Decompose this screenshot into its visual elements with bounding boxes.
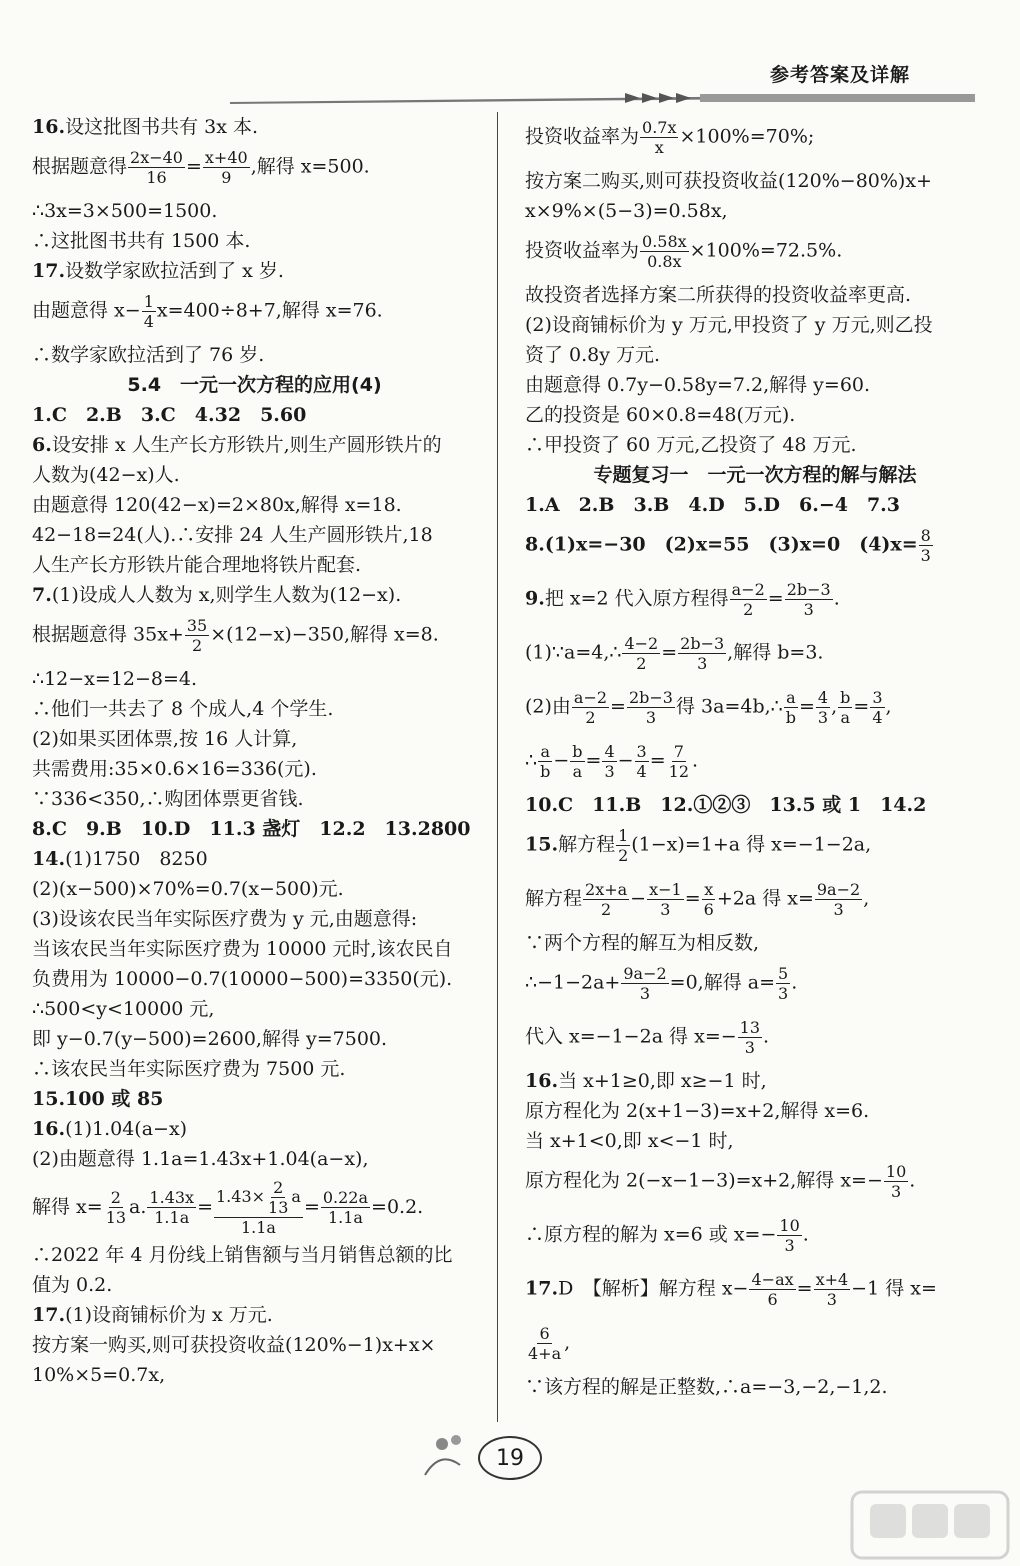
fraction: 1.43× $\frac{2}{13}$ a 1.1a [216, 1177, 301, 1237]
answer-line: (2)由题意得 1.1a=1.43x+1.04(a−x), [32, 1148, 369, 1170]
answer-line: 乙的投资是 60×0.8=48(万元). [525, 404, 796, 426]
answer-line: 由题意得 0.7y−0.58y=7.2,解得 y=60. [525, 374, 871, 396]
answer-line: $\frac{6}{4+a}$ , [528, 1324, 571, 1363]
answer-line: 根据题意得 $\frac{2x-40}{16}$ = $\frac{x+40}{9}$ ,解得 x=500. [32, 148, 370, 187]
answer-line: ∵336<350,∴购团体票更省钱. [32, 788, 304, 810]
answer-line: 15.100 或 85 [32, 1088, 164, 1110]
fraction: $\frac{1}{4}$ [143, 292, 154, 331]
fraction: $\frac{a}{b}$ [785, 688, 796, 727]
answer-line: 14.(1)1750 8250 [32, 848, 208, 870]
answer-line: 原方程化为 2(−x−1−3)=x+2,解得 x=− $\frac{10}{3}$ . [525, 1162, 916, 1201]
answer-line: 16.设这批图书共有 3x 本. [32, 116, 258, 138]
answer-line: 投资收益率为 $\frac{0.7x}{x}$ ×100%=70%; [525, 118, 815, 157]
column-divider [497, 112, 498, 1422]
fraction: $\frac{x+4}{3}$ [815, 1270, 849, 1309]
answer-line: 由题意得 x− $\frac{1}{4}$ x=400÷8+7,解得 x=76. [32, 292, 383, 331]
answer-line: 8.(1)x=−30 (2)x=55 (3)x=0 (4)x= $\frac{8}{3}$ [525, 526, 931, 565]
answer-line: ∵两个方程的解互为相反数, [525, 932, 760, 954]
fraction: $\frac{10}{3}$ [779, 1216, 800, 1255]
answer-line: 6.设安排 x 人生产长方形铁片,则生产圆形铁片的 [32, 434, 442, 456]
right-column [525, 112, 985, 1402]
answer-line: 当 x+1<0,即 x<−1 时, [525, 1130, 734, 1152]
answer-line: ∴他们一共去了 8 个成人,4 个学生. [32, 698, 334, 720]
answer-line: (2)(x−500)×70%=0.7(x−500)元. [32, 878, 344, 900]
answer-line: ∴原方程的解为 x=6 或 x=− $\frac{10}{3}$ . [525, 1216, 809, 1255]
left-column [32, 112, 477, 1390]
answer-line: 1.A 2.B 3.B 4.D 5.D 6.−4 7.3 [525, 494, 901, 516]
fraction: $\frac{2b-3}{3}$ [786, 580, 831, 619]
answer-line: 解得 x= $\frac{2}{13}$ a. $\frac{1.43x}{1.1a}$ = 1.43× $\frac{2}{13}$ a 1.1a = $\frac{0.22a}{1.1a}$ =0.2. [32, 1177, 424, 1237]
answer-line: 17.(1)设商铺标价为 x 万元. [32, 1304, 273, 1326]
answer-line: 投资收益率为 $\frac{0.58x}{0.8x}$ ×100%=72.5%. [525, 232, 843, 271]
fraction: $\frac{a}{b}$ [540, 742, 551, 781]
fraction: $\frac{35}{2}$ [186, 616, 208, 655]
answer-line: ∴该农民当年实际医疗费为 7500 元. [32, 1058, 346, 1080]
answer-line: 按方案一购买,则可获投资收益(120%−1)x+x× [32, 1334, 436, 1356]
answer-line: 42−18=24(人).∴安排 24 人生产圆形铁片,18 [32, 524, 433, 546]
answer-line: 人数为(42−x)人. [32, 464, 180, 486]
answer-line: 当该农民当年实际医疗费为 10000 元时,该农民自 [32, 938, 453, 960]
fraction: $\frac{2b-3}{3}$ [628, 688, 673, 727]
answer-line: ∴ $\frac{a}{b}$ − $\frac{b}{a}$ = $\frac{4}{3}$ − $\frac{3}{4}$ = $\frac{7}{12}$ . [525, 742, 699, 781]
fraction: $\frac{4}{3}$ [604, 742, 615, 781]
fraction: $\frac{b}{a}$ [840, 688, 851, 727]
answer-line: 负费用为 10000−0.7(10000−500)=3350(元). [32, 968, 453, 990]
fraction: $\frac{1.43x}{1.1a}$ [149, 1187, 195, 1227]
fraction: $\frac{a-2}{2}$ [573, 688, 608, 727]
fraction: $\frac{3}{4}$ [636, 742, 647, 781]
header-decoration-bar [230, 92, 975, 104]
fraction: $\frac{4}{3}$ [817, 688, 829, 727]
answer-line: 根据题意得 35x+ $\frac{35}{2}$ ×(12−x)−350,解得 x=8. [32, 616, 439, 655]
fraction: $\frac{9a-2}{3}$ [623, 964, 667, 1003]
answer-line: ∵该方程的解是正整数,∴a=−3,−2,−1,2. [525, 1376, 888, 1398]
fraction: $\frac{3}{4}$ [872, 688, 883, 727]
fraction: $\frac{5}{3}$ [778, 964, 789, 1003]
fraction: $\frac{2}{13}$ [105, 1187, 127, 1227]
answer-line: ∴3x=3×500=1500. [32, 200, 218, 222]
fraction: $\frac{2b-3}{3}$ [680, 634, 725, 673]
answer-line: ∴−1−2a+ $\frac{9a-2}{3}$ =0,解得 a= $\frac{5}{3}$ . [525, 964, 798, 1003]
watermark-logo-icon [850, 1490, 1010, 1560]
answer-line: 17.D 【解析】解方程 x− $\frac{4-ax}{6}$ = $\frac{x+4}{3}$ −1 得 x= [525, 1270, 937, 1309]
fraction: $\frac{b}{a}$ [572, 742, 583, 781]
page-number: 19 [478, 1436, 542, 1480]
answer-line: ∴甲投资了 60 万元,乙投资了 48 万元. [525, 434, 857, 456]
answer-line: 原方程化为 2(x+1−3)=x+2,解得 x=6. [525, 1100, 870, 1122]
answer-line: 9.把 x=2 代入原方程得 $\frac{a-2}{2}$ = $\frac{2b-3}{3}$ . [525, 580, 840, 619]
fraction: $\frac{2x+a}{2}$ [585, 880, 628, 919]
answer-line: (2)设商铺标价为 y 万元,甲投资了 y 万元,则乙投 [525, 314, 933, 336]
fraction: $\frac{4-2}{2}$ [624, 634, 659, 673]
fraction: $\frac{1}{2}$ [618, 826, 629, 865]
fraction: $\frac{6}{4+a}$ [528, 1324, 562, 1363]
answer-line: 16.(1)1.04(a−x) [32, 1118, 188, 1140]
fraction: $\frac{13}{3}$ [739, 1018, 761, 1057]
answer-line: 17.设数学家欧拉活到了 x 岁. [32, 260, 284, 282]
fraction: $\frac{2x-40}{16}$ [130, 148, 183, 187]
fraction: $\frac{0.58x}{0.8x}$ [642, 232, 687, 271]
answer-line: (2)由 $\frac{a-2}{2}$ = $\frac{2b-3}{3}$ 得 3a=4b,∴ $\frac{a}{b}$ = $\frac{4}{3}$ , $\frac{b}{a}$ = $\frac{3}{4}$ , [525, 688, 892, 727]
fraction: $\frac{4-ax}{6}$ [751, 1270, 794, 1309]
answer-line: ∴500<y<10000 元, [32, 998, 215, 1020]
answer-line: 共需费用:35×0.6×16=336(元). [32, 758, 317, 780]
answer-line: 7.(1)设成人人数为 x,则学生人数为(12−x). [32, 584, 402, 606]
fraction: $\frac{7}{12}$ [668, 742, 690, 781]
answer-line: 1.C 2.B 3.C 4.32 5.60 [32, 404, 307, 426]
answer-line: 由题意得 120(42−x)=2×80x,解得 x=18. [32, 494, 402, 516]
answer-line: 人生产长方形铁片能合理地将铁片配套. [32, 554, 362, 576]
page-number-ornament-icon [420, 1430, 480, 1480]
answer-line: ∴数学家欧拉活到了 76 岁. [32, 344, 265, 366]
answer-line: 8.C 9.B 10.D 11.3 盏灯 12.2 13.2800 [32, 818, 471, 840]
answer-line: 故投资者选择方案二所获得的投资收益率更高. [525, 284, 912, 306]
fraction: $\frac{x+40}{9}$ [204, 148, 248, 187]
answer-line: 值为 0.2. [32, 1274, 113, 1296]
answer-line: ∴12−x=12−8=4. [32, 668, 198, 690]
answer-line: 解方程 $\frac{2x+a}{2}$ − $\frac{x-1}{3}$ = $\frac{x}{6}$ +2a 得 x= $\frac{9a-2}{3}$ , [525, 880, 870, 919]
section-title: 5.4 一元一次方程的应用(4) [127, 374, 382, 396]
answer-line: (3)设该农民当年实际医疗费为 y 元,由题意得: [32, 908, 418, 930]
fraction: $\frac{9a-2}{3}$ [816, 880, 861, 919]
page-header-title: 参考答案及详解 [769, 64, 910, 86]
answer-line: 按方案二购买,则可获投资收益(120%−80%)x+ [525, 170, 932, 192]
answer-line: 10.C 11.B 12.①②③ 13.5 或 1 14.2 [525, 794, 927, 816]
answer-line: x×9%×(5−3)=0.58x, [525, 200, 728, 222]
fraction: $\frac{8}{3}$ [920, 526, 931, 565]
answer-line: 代入 x=−1−2a 得 x=− $\frac{13}{3}$ . [525, 1018, 770, 1057]
fraction: $\frac{a-2}{2}$ [731, 580, 765, 619]
fraction: $\frac{2}{13}$ [268, 1177, 289, 1217]
answer-line: 16.当 x+1≥0,即 x≥−1 时, [525, 1070, 767, 1092]
fraction: $\frac{10}{3}$ [885, 1162, 907, 1201]
answer-line: 即 y−0.7(y−500)=2600,解得 y=7500. [32, 1028, 388, 1050]
answer-line: ∴2022 年 4 月份线上销售额与当月销售总额的比 [32, 1244, 453, 1266]
section-title: 专题复习一 一元一次方程的解与解法 [593, 464, 917, 486]
answer-line: 资了 0.8y 万元. [525, 344, 661, 366]
fraction: $\frac{0.22a}{1.1a}$ [322, 1187, 369, 1227]
answer-line: (1)∵a=4,∴ $\frac{4-2}{2}$ = $\frac{2b-3}{3}$ ,解得 b=3. [525, 634, 824, 673]
answer-line: 15.解方程 $\frac{1}{2}$ (1−x)=1+a 得 x=−1−2a, [525, 826, 872, 865]
fraction: $\frac{x-1}{3}$ [649, 880, 682, 919]
fraction: $\frac{0.7x}{x}$ [642, 118, 677, 157]
answer-line: (2)如果买团体票,按 16 人计算, [32, 728, 298, 750]
fraction: $\frac{x}{6}$ [703, 880, 714, 919]
answer-line: ∴这批图书共有 1500 本. [32, 230, 251, 252]
answer-line: 10%×5=0.7x, [32, 1364, 166, 1386]
